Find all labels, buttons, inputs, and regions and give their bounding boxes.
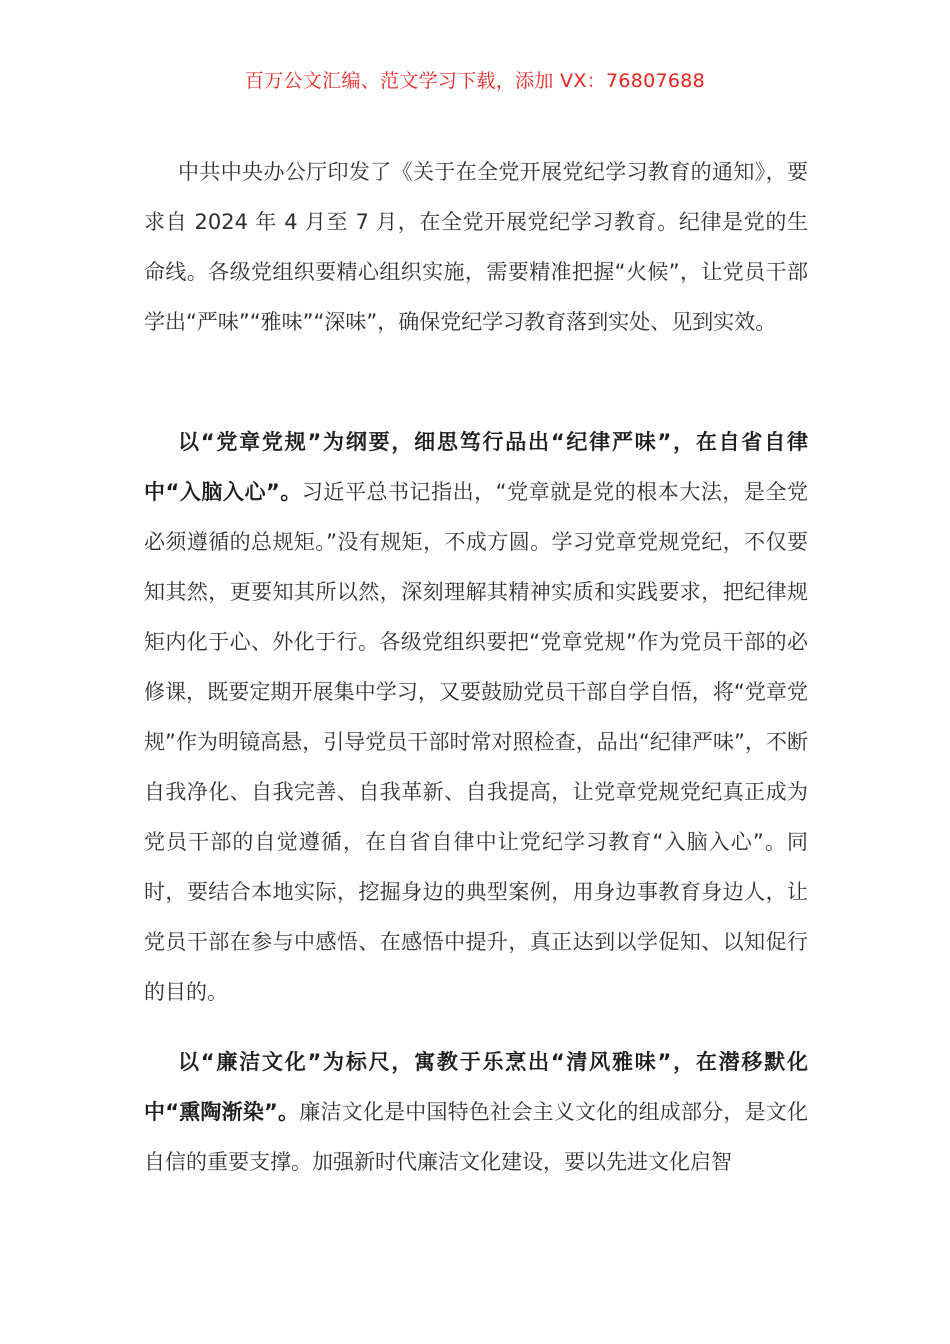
paragraph-lead: 以“党章党规”为纲要，细思笃行品出“纪律严味”，在自省自律中“入脑入心”。	[144, 430, 808, 504]
paragraph-text: 中共中央办公厅印发了《关于在全党开展党纪学习教育的通知》，要求自 2024 年 4 月至 7 月，在全党开展党纪学习教育。纪律是党的生命线。各级党组织要精心组织实施，需要精准把握“火候”，让党员干部学出“严味”“雅味”“深味”，确保党纪学习教育落到实处、见到实效。	[144, 160, 808, 334]
paragraph	[144, 1037, 808, 1187]
paragraph	[144, 417, 808, 1017]
paragraph-clean-culture	[144, 1037, 808, 1187]
paragraph-text: 习近平总书记指出，“党章就是党的根本大法，是全党必须遵循的总规矩。”没有规矩，不成方圆。学习党章党规党纪，不仅要知其然，更要知其所以然，深刻理解其精神实质和实践要求，把纪律规矩内化于心、外化于行。各级党组织要把“党章党规”作为党员干部的必修课，既要定期开展集中学习，又要鼓励党员干部自学自悟，将“党章党规”作为明镜高悬，引导党员干部时常对照检查，品出“纪律严味”，不断自我净化、自我完善、自我革新、自我提高，让党章党规党纪真正成为党员干部的自觉遵循，在自省自律中让党纪学习教育“入脑入心”。同时，要结合本地实际，挖掘身边的典型案例，用身边事教育身边人，让党员干部在参与中感悟、在感悟中提升，真正达到以学促知、以知促行的目的。	[144, 480, 808, 1004]
paragraph-lead: 以“廉洁文化”为标尺，寓教于乐烹出“清风雅味”，在潜移默化中“熏陶渐染”。	[144, 1050, 808, 1124]
paragraph-text: 廉洁文化是中国特色社会主义文化的组成部分，是文化自信的重要支撑。加强新时代廉洁文化建设，要以先进文化启智	[144, 1100, 809, 1174]
paragraph-party-constitution	[144, 417, 808, 1017]
paragraph	[144, 147, 808, 347]
header-banner: 百万公文汇编、范文学习下载，添加 VX：76807688	[244, 70, 706, 92]
paragraph-intro	[144, 147, 808, 347]
